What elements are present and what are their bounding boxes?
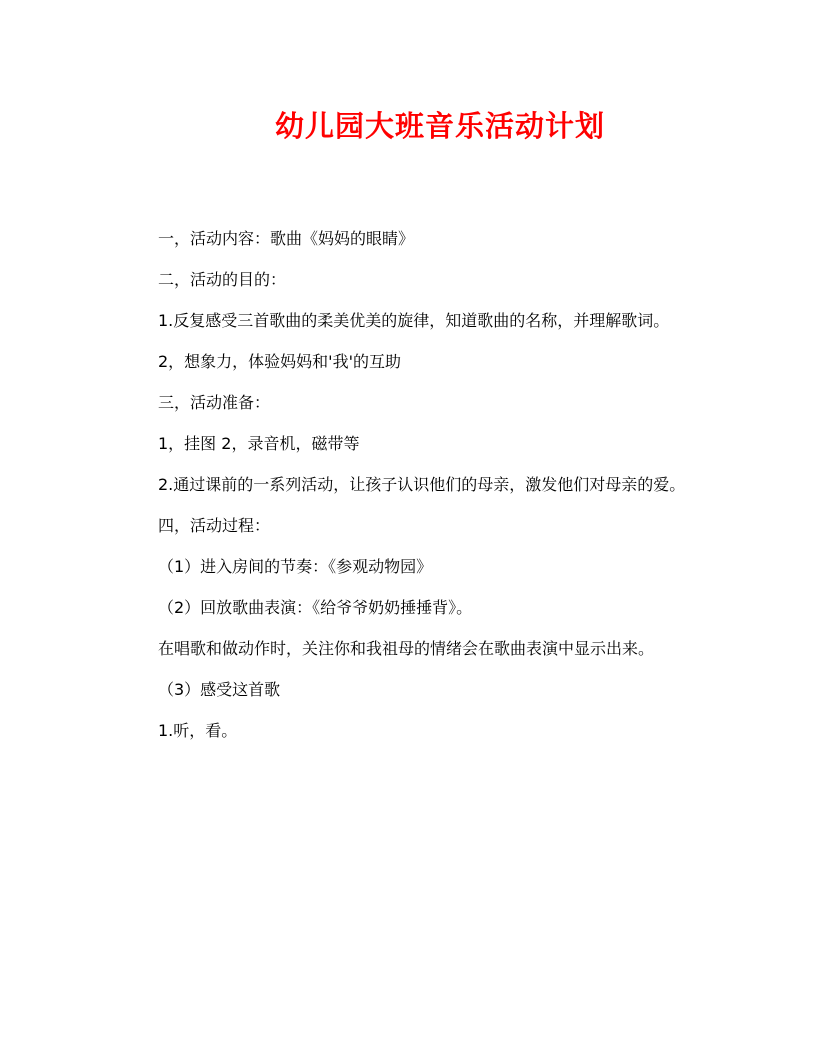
paragraph-process-step-3: （3）感受这首歌	[158, 680, 281, 699]
paragraph-process-note: 在唱歌和做动作时，关注你和我祖母的情绪会在歌曲表演中显示出来。	[158, 639, 655, 658]
paragraph-process-step-2: （2）回放歌曲表演：《给爷爷奶奶捶捶背》。	[158, 598, 473, 617]
document-body	[120, 224, 686, 757]
paragraph-process-step-1: （1）进入房间的节奏：《参观动物园》	[158, 557, 433, 576]
paragraph-activity-preparation-heading: 三，活动准备：	[158, 393, 271, 412]
paragraph-activity-content: 一，活动内容：歌曲《妈妈的眼睛》	[158, 229, 415, 248]
paragraph-preparation-item-2: 2.通过课前的一系列活动，让孩子认识他们的母亲，激发他们对母亲的爱。	[158, 475, 686, 494]
document-title: 幼儿园大班音乐活动计划	[274, 109, 605, 143]
paragraph-purpose-item-1: 1.反复感受三首歌曲的柔美优美的旋律，知道歌曲的名称，并理解歌词。	[158, 311, 670, 330]
paragraph-activity-process-heading: 四，活动过程：	[158, 516, 271, 535]
paragraph-purpose-item-2: 2，想象力，体验妈妈和'我'的互助	[158, 352, 401, 371]
paragraph-listen-watch: 1.听，看。	[158, 721, 238, 740]
paragraph-preparation-item-1: 1，挂图 2，录音机，磁带等	[158, 434, 360, 453]
paragraph-activity-purpose-heading: 二，活动的目的：	[158, 270, 287, 289]
